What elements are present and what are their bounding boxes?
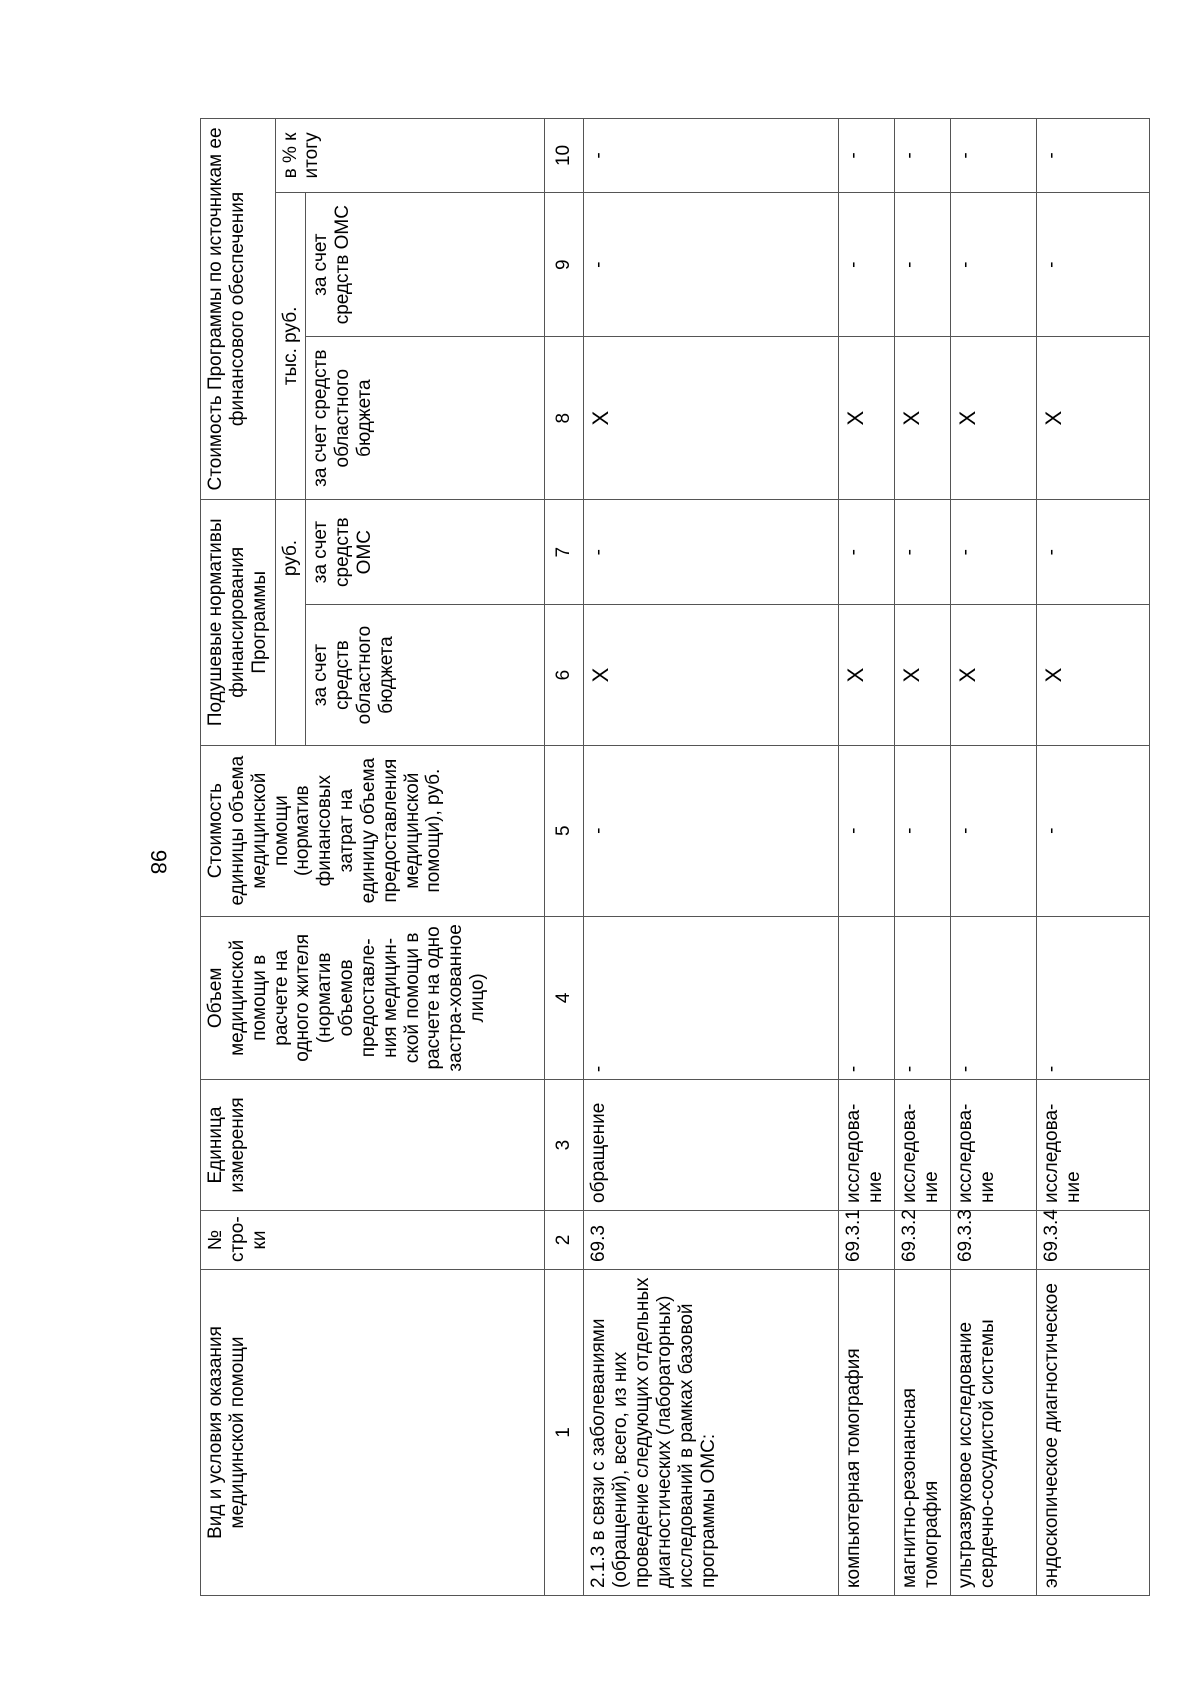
row-volume: -: [895, 916, 951, 1080]
row-unit: исследова-ние: [951, 1080, 1037, 1211]
header-type-of-care: Вид и условия оказания медицинской помощи: [201, 1270, 545, 1596]
header-regional-budget-normative: за счет средств областного бюджета: [306, 605, 545, 745]
header-percent-total: в % к итогу: [275, 119, 545, 193]
table-row: [951, 119, 1037, 1596]
row-regional-normative: X: [1037, 605, 1150, 745]
row-regional-cost: X: [584, 337, 839, 499]
financing-table: [200, 118, 1150, 1596]
row-line-number: 69.3.4: [1037, 1210, 1150, 1269]
row-line-number: 69.3.1: [839, 1210, 895, 1269]
header-program-cost: Стоимость Программы по источникам ее финансового обеспечения: [201, 119, 276, 500]
row-percent: -: [839, 119, 895, 193]
table-row: [1037, 119, 1150, 1596]
row-oms-normative: -: [895, 499, 951, 604]
column-number-row: [545, 119, 584, 1596]
row-oms-normative: -: [951, 499, 1037, 604]
row-unit: обращение: [584, 1080, 839, 1211]
row-unit: исследова-ние: [1037, 1080, 1150, 1211]
header-per-capita-normatives: Подушевые нормативы финансирования Программы: [201, 499, 276, 745]
row-volume: -: [584, 916, 839, 1080]
row-oms-cost: -: [951, 192, 1037, 337]
row-regional-cost: X: [951, 337, 1037, 499]
row-line-number: 69.3.2: [895, 1210, 951, 1269]
header-unit-thousand-rub: тыс. руб.: [275, 192, 306, 499]
header-row-1: [201, 119, 276, 1596]
row-regional-cost: X: [839, 337, 895, 499]
table-row: [584, 119, 839, 1596]
row-name: ультразвуковое исследование сердечно-сосудистой системы: [951, 1270, 1037, 1596]
row-volume: -: [1037, 916, 1150, 1080]
row-percent: -: [951, 119, 1037, 193]
row-volume: -: [951, 916, 1037, 1080]
row-percent: -: [584, 119, 839, 193]
row-line-number: 69.3.3: [951, 1210, 1037, 1269]
header-regional-budget-cost: за счет средств областного бюджета: [306, 337, 545, 499]
header-line-number: № стро-ки: [201, 1210, 545, 1269]
row-unit-cost: -: [895, 745, 951, 916]
column-number: 9: [545, 192, 584, 337]
row-regional-cost: X: [895, 337, 951, 499]
rotated-table-container: [200, 118, 1150, 1596]
row-oms-cost: -: [1037, 192, 1150, 337]
header-unit: Единица измерения: [201, 1080, 545, 1211]
header-unit-rub: руб.: [275, 499, 306, 745]
header-unit-cost: Стоимость единицы объема медицинской помощи (норматив финансовых затрат на единицу объема предоставления медицинской помощи), руб.: [201, 745, 545, 916]
row-name: магнитно-резонансная томография: [895, 1270, 951, 1596]
row-oms-normative: -: [1037, 499, 1150, 604]
column-number: 8: [545, 337, 584, 499]
column-number: 3: [545, 1080, 584, 1211]
row-regional-normative: X: [584, 605, 839, 745]
column-number: 4: [545, 916, 584, 1080]
row-line-number: 69.3: [584, 1210, 839, 1269]
column-number: 2: [545, 1210, 584, 1269]
table-row: [895, 119, 951, 1596]
column-number: 5: [545, 745, 584, 916]
header-oms-normative: за счет средств ОМС: [306, 499, 545, 604]
row-unit-cost: -: [584, 745, 839, 916]
row-regional-cost: X: [1037, 337, 1150, 499]
row-regional-normative: X: [839, 605, 895, 745]
row-oms-normative: -: [839, 499, 895, 604]
column-number: 7: [545, 499, 584, 604]
row-name: 2.1.3 в связи с заболеваниями (обращений), всего, из них проведение следующих отдельных диагностических (лабораторных) исследований в рамках базовой программы ОМС:: [584, 1270, 839, 1596]
row-name: эндоскопическое диагностическое: [1037, 1270, 1150, 1596]
table-row: [839, 119, 895, 1596]
row-name: компьютерная томография: [839, 1270, 895, 1596]
column-number: 6: [545, 605, 584, 745]
column-number: 1: [545, 1270, 584, 1596]
row-unit-cost: -: [1037, 745, 1150, 916]
row-oms-normative: -: [584, 499, 839, 604]
row-unit-cost: -: [839, 745, 895, 916]
row-oms-cost: -: [584, 192, 839, 337]
row-regional-normative: X: [895, 605, 951, 745]
row-oms-cost: -: [839, 192, 895, 337]
row-oms-cost: -: [895, 192, 951, 337]
row-unit: исследова-ние: [895, 1080, 951, 1211]
header-oms-cost: за счет средств ОМС: [306, 192, 545, 337]
page-number: 98: [146, 849, 171, 875]
row-regional-normative: X: [951, 605, 1037, 745]
column-number: 10: [545, 119, 584, 193]
row-unit-cost: -: [951, 745, 1037, 916]
header-volume: Объем медицинской помощи в расчете на одного жителя (норматив объемов предоставле-ния медицин-ской помощи в расчете на одно застра-хованное лицо): [201, 916, 545, 1080]
row-unit: исследова-ние: [839, 1080, 895, 1211]
row-percent: -: [1037, 119, 1150, 193]
row-percent: -: [895, 119, 951, 193]
row-volume: -: [839, 916, 895, 1080]
